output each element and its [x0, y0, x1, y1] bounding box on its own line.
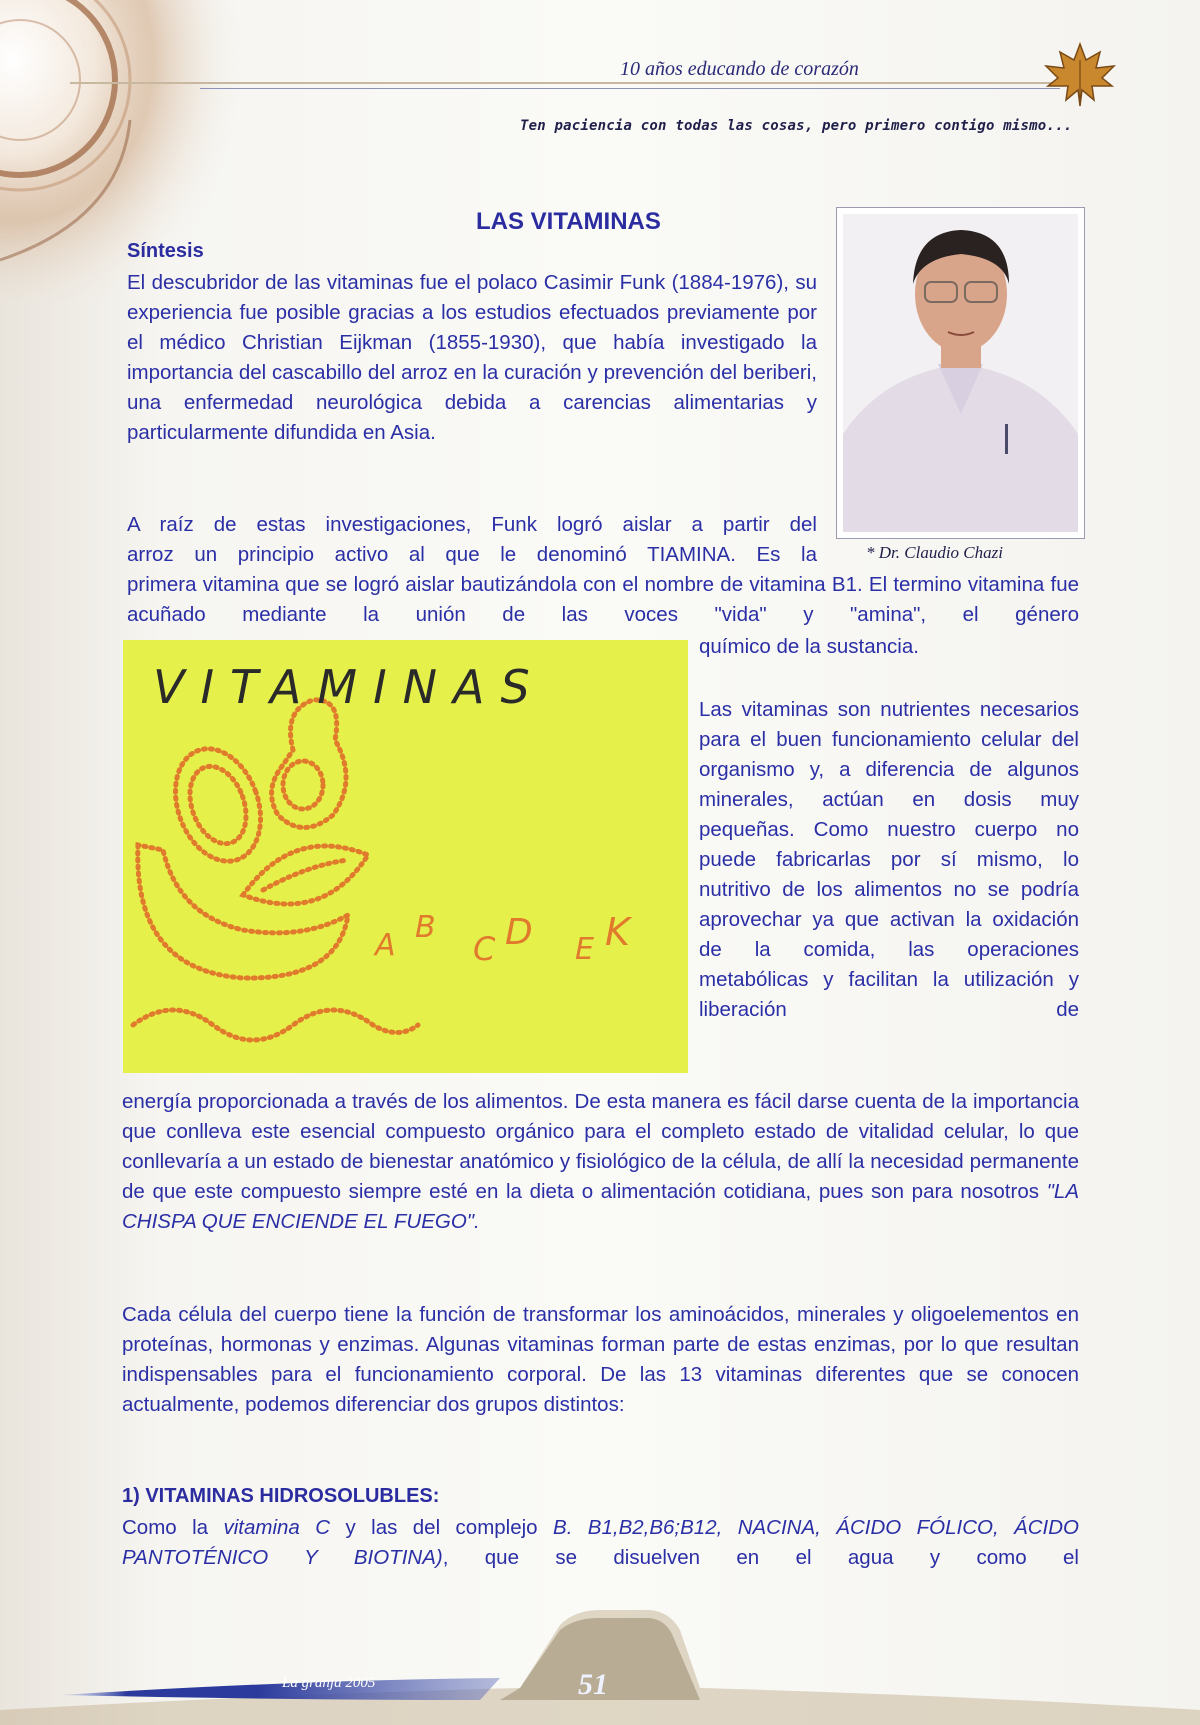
vitamin-letter-b: B: [415, 910, 436, 945]
vitamin-letter-k: K: [605, 910, 630, 954]
article-subtitle: Síntesis: [127, 240, 204, 262]
header-divider: [70, 82, 1060, 84]
footer-label: La granja 2005: [282, 1675, 376, 1691]
illustration-title: VITAMINAS: [153, 660, 546, 714]
paragraph-3-text: energía proporcionada a través de los alimentos. De esta manera es fácil darse cuenta de la importancia que conlleva este esencial compuesto orgánico para el completo estado de vitalidad celular, lo que conllevaría a un estado de bienestar anatómico y fisiológico de la célula, de allí la necesidad permanente de que este compuesto siempre esté en la dieta o alimentación cotidiana, pues son para nosotros: [122, 1090, 1079, 1203]
section-1-text-e: , que se disuelven en el agua y como el: [442, 1546, 1079, 1569]
paragraph-3-side: Las vitaminas son nutrientes necesarios para el buen funcionamiento celular del organismo y, a diferencia de algunos minerales, actúan en dosis muy pequeñas. Como nuestro cuerpo no puede fabricarlas por sí mismo, lo nutritivo de los alimentos no se podría aprovechar ya que activan la oxidación de la comida, las operaciones metabólicas y facilitan la utilización y liberación de: [699, 698, 1079, 1021]
paragraph-3-full: [122, 1087, 1079, 1237]
article-title: LAS VITAMINAS: [476, 208, 661, 235]
maple-leaf-icon: [1040, 40, 1120, 110]
header-title: 10 años educando de corazón: [620, 58, 859, 80]
vitamin-letter-e: E: [575, 932, 594, 967]
paragraph-2-line-1: A raíz de estas investigaciones, Funk logró aislar a partir del: [127, 513, 817, 536]
footer-band: [0, 1600, 1200, 1725]
paragraph-4: Cada célula del cuerpo tiene la función de transformar los aminoácidos, minerales y oligoelementos en proteínas, hormonas y enzimas. Algunas vitaminas forman parte de estas enzimas, por lo que resultan indispensables para el funcionamiento corporal. De las 13 vitaminas diferentes que se conocen actualmente, podemos diferenciar dos grupos distintos:: [122, 1303, 1079, 1416]
paragraph-1: El descubridor de las vitaminas fue el polaco Casimir Funk (1884-1976), su experiencia fue posible gracias a los estudios efectuados previamente por el médico Christian Eijkman (1855-1930), que había investigado la importancia del cascabillo del arroz en la curación y prevención del beriberi, una enfermedad neurológica debida a carencias alimentarias y particularmente difundida en Asia.: [127, 271, 817, 444]
section-1-text-c: y las del complejo: [330, 1516, 554, 1539]
vitamin-letter-d: D: [505, 912, 533, 953]
author-portrait: [843, 214, 1078, 532]
header-motto: Ten paciencia con todas las cosas, pero primero contigo mismo...: [520, 118, 1073, 134]
section-1-heading: 1) VITAMINAS HIDROSOLUBLES:: [122, 1485, 440, 1507]
vitamin-letter-a: A: [375, 928, 396, 963]
section-1-text-d: B. B1,B2,B6;B12, NACINA, ÁCIDO FÓLICO, ÁCIDO PANTOTÉNICO Y BIOTINA): [122, 1516, 1079, 1569]
paragraph-2-continued: primera vitamina que se logró aislar bautizándola con el nombre de vitamina B1. El termino vitamina fue acuñado mediante la unión de las voces "vida" y "amina", el género: [127, 573, 1079, 626]
paragraph-3-quote: "LA CHISPA QUE ENCIENDE EL FUEGO".: [122, 1180, 1079, 1233]
paragraph-2-line-2: arroz un principio activo al que le denominó TIAMINA. Es la: [127, 543, 817, 566]
paragraph-2-end: químico de la sustancia.: [699, 635, 919, 658]
header-divider-secondary: [200, 88, 1060, 89]
section-1-text-b: vitamina C: [223, 1516, 331, 1539]
section-1-text: [122, 1513, 1079, 1573]
section-1-text-a: Como la: [122, 1516, 224, 1539]
photo-caption: * Dr. Claudio Chazi: [866, 543, 1003, 562]
vitamin-letter-c: C: [473, 930, 496, 968]
page-number: 51: [578, 1668, 608, 1701]
vitamins-illustration: [123, 640, 688, 1073]
author-photo: [836, 207, 1085, 539]
